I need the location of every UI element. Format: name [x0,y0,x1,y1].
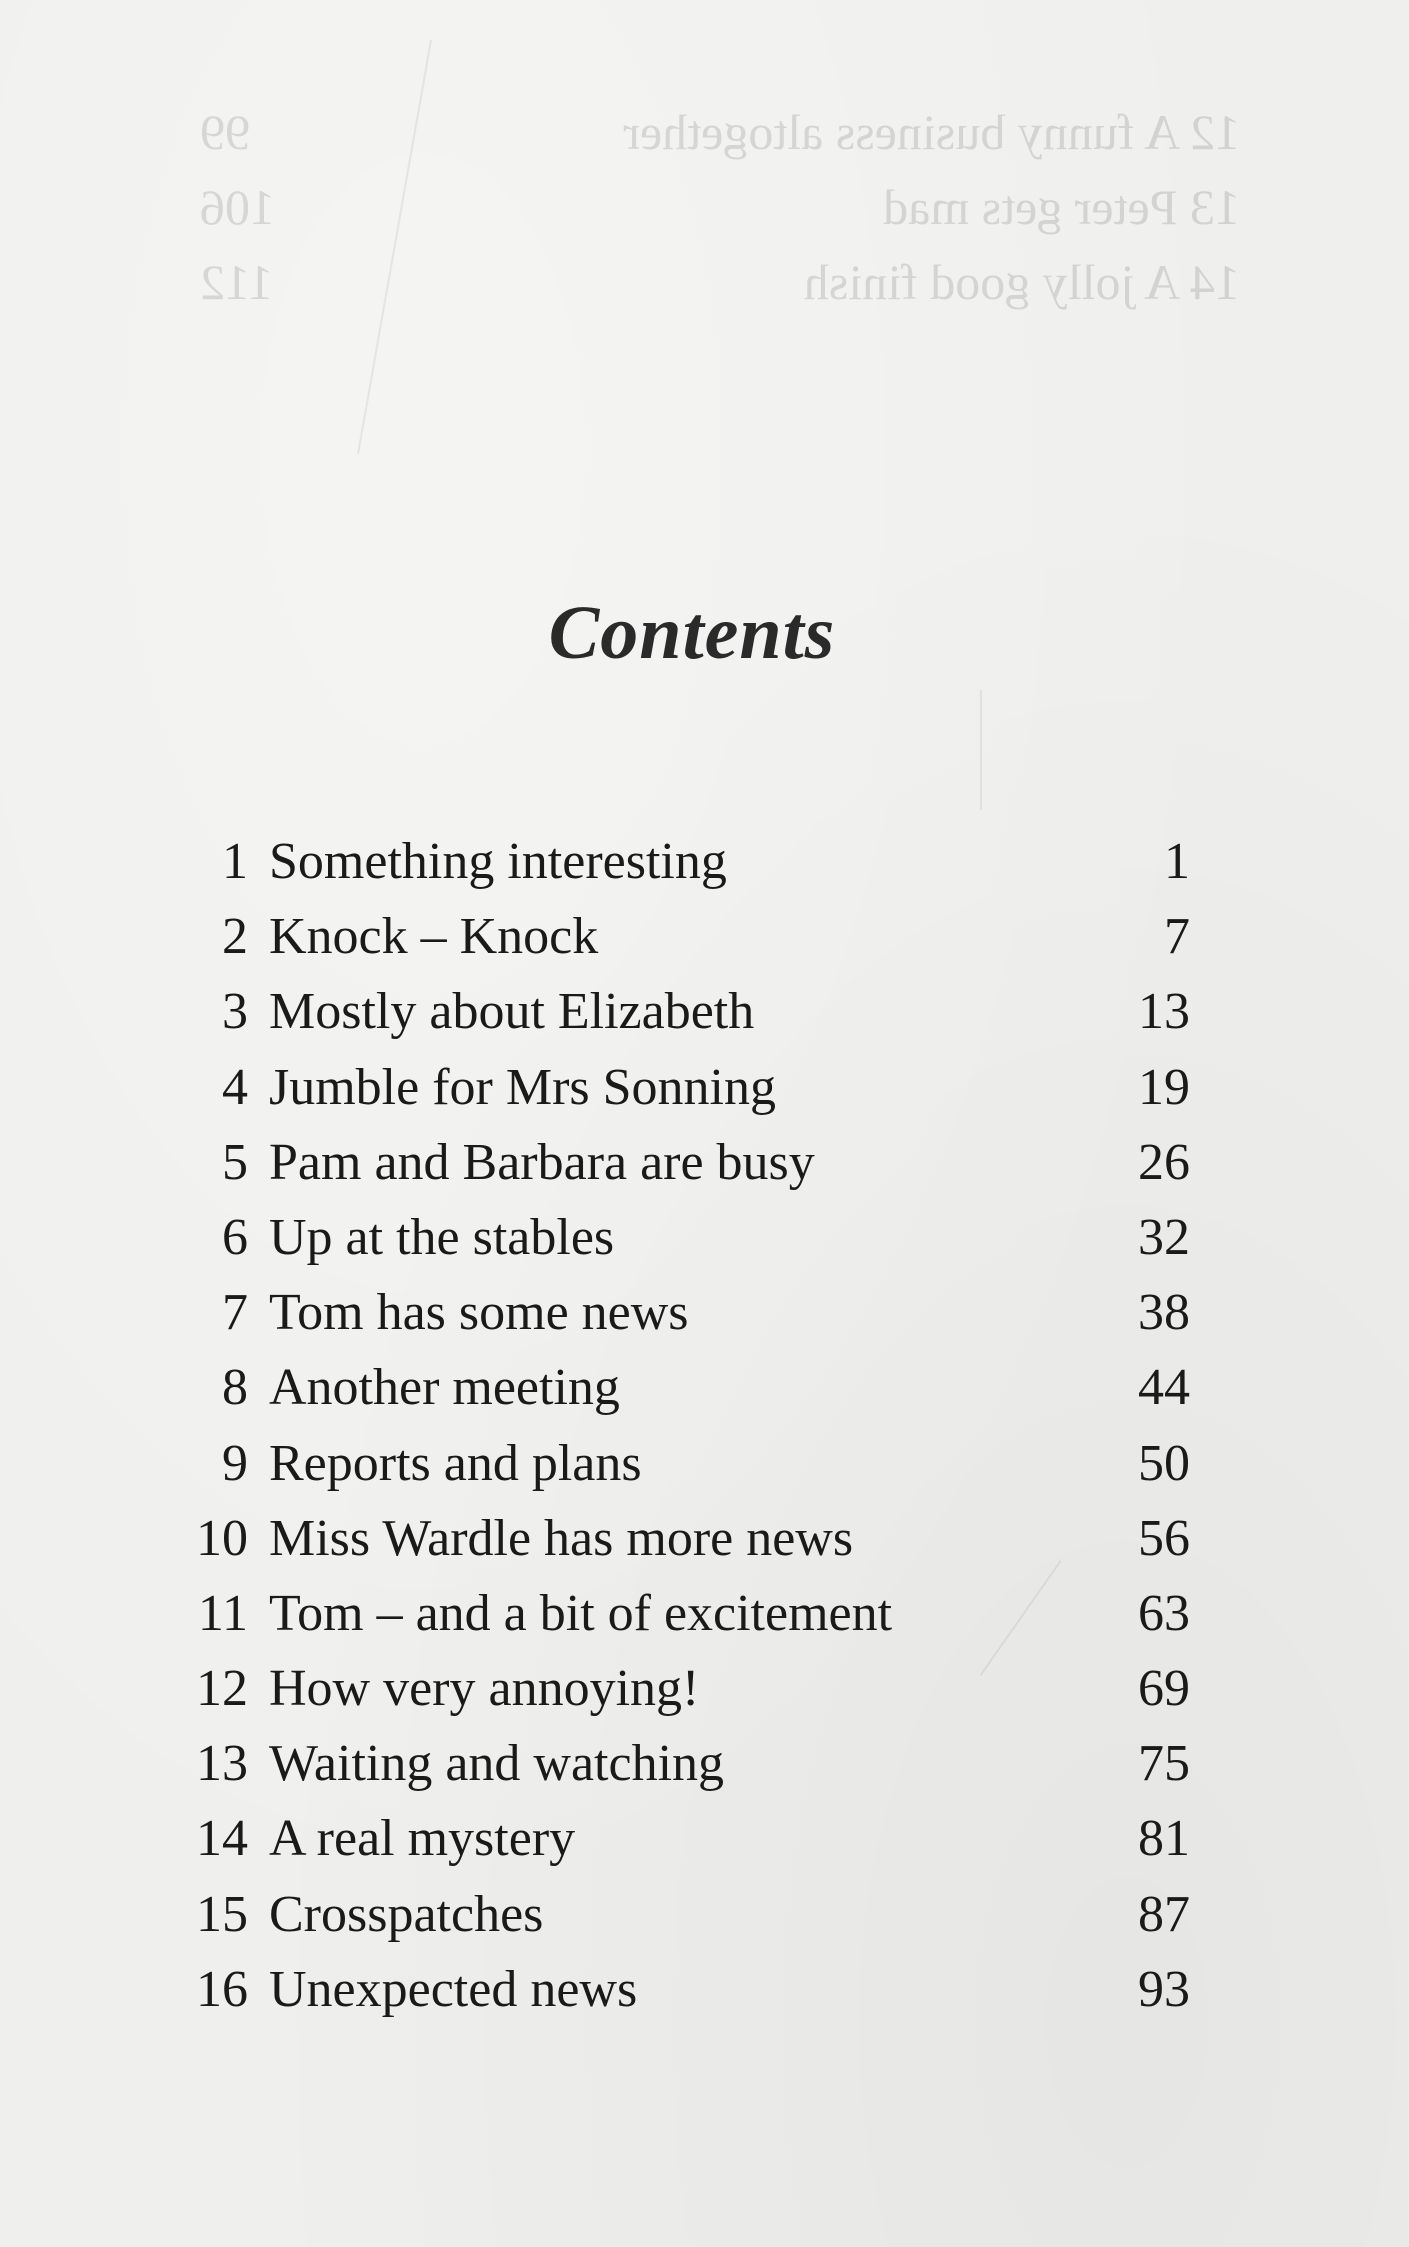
chapter-number: 10 [196,1509,248,1567]
chapter-title: Up at the stables [269,1208,615,1266]
chapter-title: Mostly about Elizabeth [269,983,755,1041]
chapter-title: Reports and plans [269,1434,642,1492]
bleed-through-title: 14 A jolly good finish [803,254,1240,310]
toc-entry [180,1058,1190,1133]
table-of-contents [180,832,1190,2035]
page-number: 93 [1138,1960,1190,2018]
chapter-title: Pam and Barbara are busy [269,1133,815,1191]
page-number: 38 [1138,1284,1190,1342]
bleed-through-line [200,95,1240,170]
page-title: Contents [548,591,836,675]
page-number: 26 [1138,1133,1190,1191]
page-crease [980,690,982,810]
page-number: 13 [1138,983,1190,1041]
bleed-through-title: 13 Peter gets mad [883,179,1240,235]
chapter-number: 5 [222,1133,248,1191]
toc-entry [180,1358,1190,1433]
bleed-through-text [180,95,1240,320]
page-number: 56 [1138,1509,1190,1567]
page-number: 87 [1138,1885,1190,1943]
toc-entry [180,1434,1190,1509]
toc-entry [180,1885,1190,1960]
chapter-number: 6 [222,1208,248,1266]
chapter-title: Waiting and watching [269,1735,725,1793]
page-number: 75 [1138,1735,1190,1793]
toc-entry [180,1734,1190,1809]
bleed-through-title: 12 A funny business altogether [623,104,1240,160]
bleed-through-page: 99 [200,104,250,160]
page-number: 81 [1138,1810,1190,1868]
chapter-number: 9 [222,1434,248,1492]
toc-entry [180,1584,1190,1659]
page-number: 50 [1138,1434,1190,1492]
toc-entry [180,1208,1190,1283]
chapter-number: 11 [197,1584,248,1642]
chapter-title: Miss Wardle has more news [269,1509,854,1567]
chapter-number: 4 [222,1058,248,1116]
chapter-number: 16 [196,1960,248,2018]
chapter-title: A real mystery [269,1810,576,1868]
chapter-number: 14 [196,1810,248,1868]
page-number: 69 [1138,1660,1190,1718]
page-number: 19 [1138,1058,1190,1116]
chapter-title: Something interesting [269,833,727,890]
page-number: 32 [1138,1208,1190,1266]
toc-entry [180,1283,1190,1358]
chapter-title: Another meeting [269,1359,620,1417]
chapter-number: 1 [222,833,248,890]
chapter-title: Knock – Knock [269,908,599,966]
chapter-number: 3 [222,983,248,1041]
chapter-title: How very annoying! [269,1660,700,1718]
bleed-through-page: 106 [200,179,275,235]
toc-entry [180,1960,1190,2035]
page-number: 63 [1138,1584,1190,1642]
chapter-number: 7 [222,1284,248,1342]
bleed-through-page: 112 [200,254,274,310]
chapter-title: Unexpected news [269,1960,638,2018]
page-number: 1 [1164,833,1190,890]
toc-entry [180,1509,1190,1584]
toc-entry [180,1659,1190,1734]
bleed-through-line [200,245,1240,320]
toc-entry [180,832,1190,907]
toc-entry [180,1133,1190,1208]
chapter-number: 13 [196,1735,248,1793]
chapter-number: 12 [196,1660,248,1718]
bleed-through-line [200,170,1240,245]
toc-entry [180,1809,1190,1884]
chapter-title: Tom has some news [269,1284,689,1342]
chapter-title: Crosspatches [269,1885,544,1943]
chapter-number: 8 [222,1359,248,1417]
toc-entry [180,907,1190,982]
chapter-number: 15 [196,1885,248,1943]
chapter-title: Jumble for Mrs Sonning [269,1058,776,1116]
toc-entry [180,982,1190,1057]
chapter-number: 2 [222,908,248,966]
page-number: 44 [1138,1359,1190,1417]
chapter-title: Tom – and a bit of excitement [269,1584,893,1642]
page-number: 7 [1164,908,1190,966]
